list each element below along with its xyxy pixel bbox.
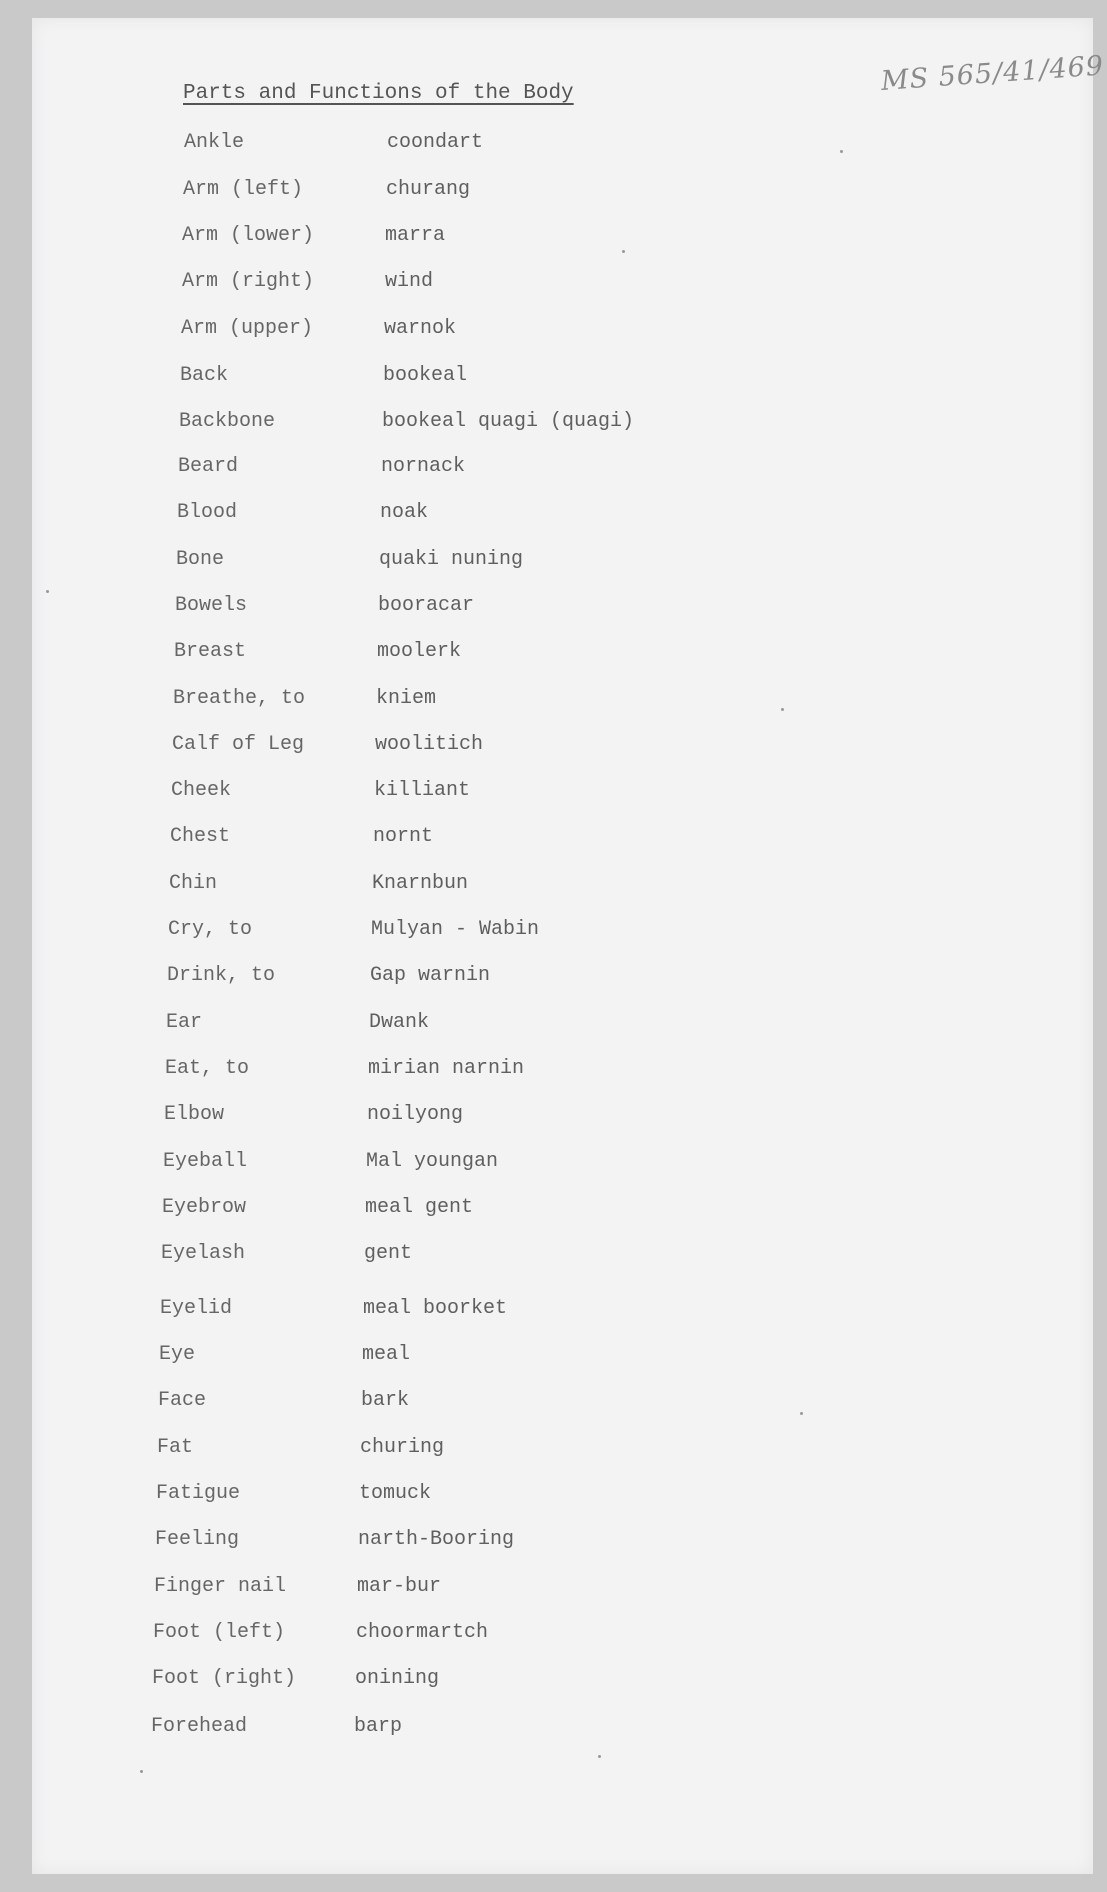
english-term: Arm (right) — [182, 270, 315, 293]
aboriginal-word: choormartch — [356, 1621, 489, 1644]
english-term: Blood — [177, 501, 238, 524]
aboriginal-word: booracar — [378, 594, 475, 617]
aboriginal-word: bookeal — [383, 364, 468, 387]
english-term: Elbow — [164, 1103, 225, 1126]
aboriginal-word: Knarnbun — [372, 872, 469, 895]
vocab-entry — [174, 640, 874, 670]
english-term: Arm (lower) — [182, 224, 315, 247]
english-term: Eyebrow — [162, 1196, 247, 1219]
aboriginal-word: woolitich — [375, 733, 484, 756]
vocab-entry — [175, 594, 875, 624]
english-term: Beard — [178, 455, 239, 478]
english-term: Foot (right) — [152, 1667, 297, 1690]
aboriginal-word: Mulyan - Wabin — [371, 918, 540, 941]
aboriginal-word: noilyong — [367, 1103, 464, 1126]
english-term: Back — [180, 364, 229, 387]
aboriginal-word: coondart — [387, 131, 484, 154]
english-term: Eyelash — [161, 1242, 246, 1265]
aboriginal-word: meal gent — [365, 1196, 474, 1219]
aboriginal-word: nornt — [373, 825, 434, 848]
english-term: Breast — [174, 640, 247, 663]
aboriginal-word: moolerk — [377, 640, 462, 663]
vocab-entry — [152, 1667, 852, 1697]
english-term: Forehead — [151, 1715, 248, 1738]
english-term: Calf of Leg — [172, 733, 305, 756]
paper-speck — [46, 590, 49, 593]
paper-speck — [781, 708, 784, 711]
english-term: Backbone — [179, 410, 276, 433]
paper-speck — [140, 1770, 143, 1773]
paper-speck — [622, 250, 625, 253]
aboriginal-word: bark — [361, 1389, 410, 1412]
english-term: Chin — [169, 872, 218, 895]
aboriginal-word: Gap warnin — [370, 964, 491, 987]
vocab-entry — [180, 364, 880, 394]
aboriginal-word: meal boorket — [363, 1297, 508, 1320]
english-term: Fatigue — [156, 1482, 241, 1505]
vocab-entry — [178, 455, 878, 485]
vocab-entry — [171, 779, 871, 809]
vocab-entry — [164, 1103, 864, 1133]
vocab-entry — [158, 1389, 858, 1419]
aboriginal-word: quaki nuning — [379, 548, 524, 571]
vocab-entry — [172, 733, 872, 763]
english-term: Finger nail — [154, 1575, 287, 1598]
paper-speck — [598, 1755, 601, 1758]
aboriginal-word: tomuck — [359, 1482, 432, 1505]
english-term: Eyeball — [163, 1150, 248, 1173]
vocab-entry — [169, 872, 869, 902]
vocab-entry — [160, 1297, 860, 1327]
paper-speck — [800, 1412, 803, 1415]
aboriginal-word: noak — [380, 501, 429, 524]
vocab-entry — [168, 918, 868, 948]
aboriginal-word: meal — [362, 1343, 411, 1366]
aboriginal-word: churing — [360, 1436, 445, 1459]
english-term: Ankle — [184, 131, 245, 154]
aboriginal-word: marra — [385, 224, 446, 247]
aboriginal-word: wind — [385, 270, 434, 293]
english-term: Ear — [166, 1011, 203, 1034]
aboriginal-word: churang — [386, 178, 471, 201]
paper-speck — [840, 150, 843, 153]
english-term: Feeling — [155, 1528, 240, 1551]
english-term: Arm (upper) — [181, 317, 314, 340]
vocab-entry — [179, 410, 879, 440]
aboriginal-word: mar-bur — [357, 1575, 442, 1598]
aboriginal-word: killiant — [374, 779, 471, 802]
aboriginal-word: warnok — [384, 317, 457, 340]
page-title: Parts and Functions of the Body — [183, 82, 574, 105]
vocab-entry — [157, 1436, 857, 1466]
vocab-entry — [154, 1575, 854, 1605]
vocab-entry — [182, 224, 882, 254]
aboriginal-word: bookeal quagi (quagi) — [382, 410, 635, 433]
aboriginal-word: gent — [364, 1242, 413, 1265]
vocab-entry — [165, 1057, 865, 1087]
aboriginal-word: Mal youngan — [366, 1150, 499, 1173]
vocab-entry — [162, 1196, 862, 1226]
english-term: Bowels — [175, 594, 248, 617]
vocab-entry — [163, 1150, 863, 1180]
aboriginal-word: onining — [355, 1667, 440, 1690]
aboriginal-word: mirian narnin — [368, 1057, 525, 1080]
vocab-entry — [170, 825, 870, 855]
english-term: Drink, to — [167, 964, 276, 987]
vocab-entry — [182, 270, 882, 300]
english-term: Eyelid — [160, 1297, 233, 1320]
vocab-entry — [177, 501, 877, 531]
vocab-entry — [167, 964, 867, 994]
aboriginal-word: kniem — [376, 687, 437, 710]
english-term: Chest — [170, 825, 231, 848]
vocab-entry — [159, 1343, 859, 1373]
vocab-entry — [153, 1621, 853, 1651]
vocab-entry — [183, 178, 883, 208]
english-term: Eye — [159, 1343, 196, 1366]
english-term: Face — [158, 1389, 207, 1412]
catalog-number-annotation: MS 565/41/469 — [880, 50, 1105, 97]
english-term: Foot (left) — [153, 1621, 286, 1644]
vocab-entry — [176, 548, 876, 578]
english-term: Breathe, to — [173, 687, 306, 710]
vocab-entry — [181, 317, 881, 347]
aboriginal-word: nornack — [381, 455, 466, 478]
aboriginal-word: Dwank — [369, 1011, 430, 1034]
english-term: Cheek — [171, 779, 232, 802]
english-term: Arm (left) — [183, 178, 304, 201]
vocab-entry — [166, 1011, 866, 1041]
vocab-entry — [184, 131, 884, 161]
aboriginal-word: barp — [354, 1715, 403, 1738]
english-term: Fat — [157, 1436, 194, 1459]
vocab-entry — [161, 1242, 861, 1272]
vocab-entry — [151, 1715, 851, 1745]
aboriginal-word: narth-Booring — [358, 1528, 515, 1551]
vocab-entry — [173, 687, 873, 717]
vocab-entry — [156, 1482, 856, 1512]
english-term: Cry, to — [168, 918, 253, 941]
english-term: Eat, to — [165, 1057, 250, 1080]
vocab-entry — [155, 1528, 855, 1558]
english-term: Bone — [176, 548, 225, 571]
